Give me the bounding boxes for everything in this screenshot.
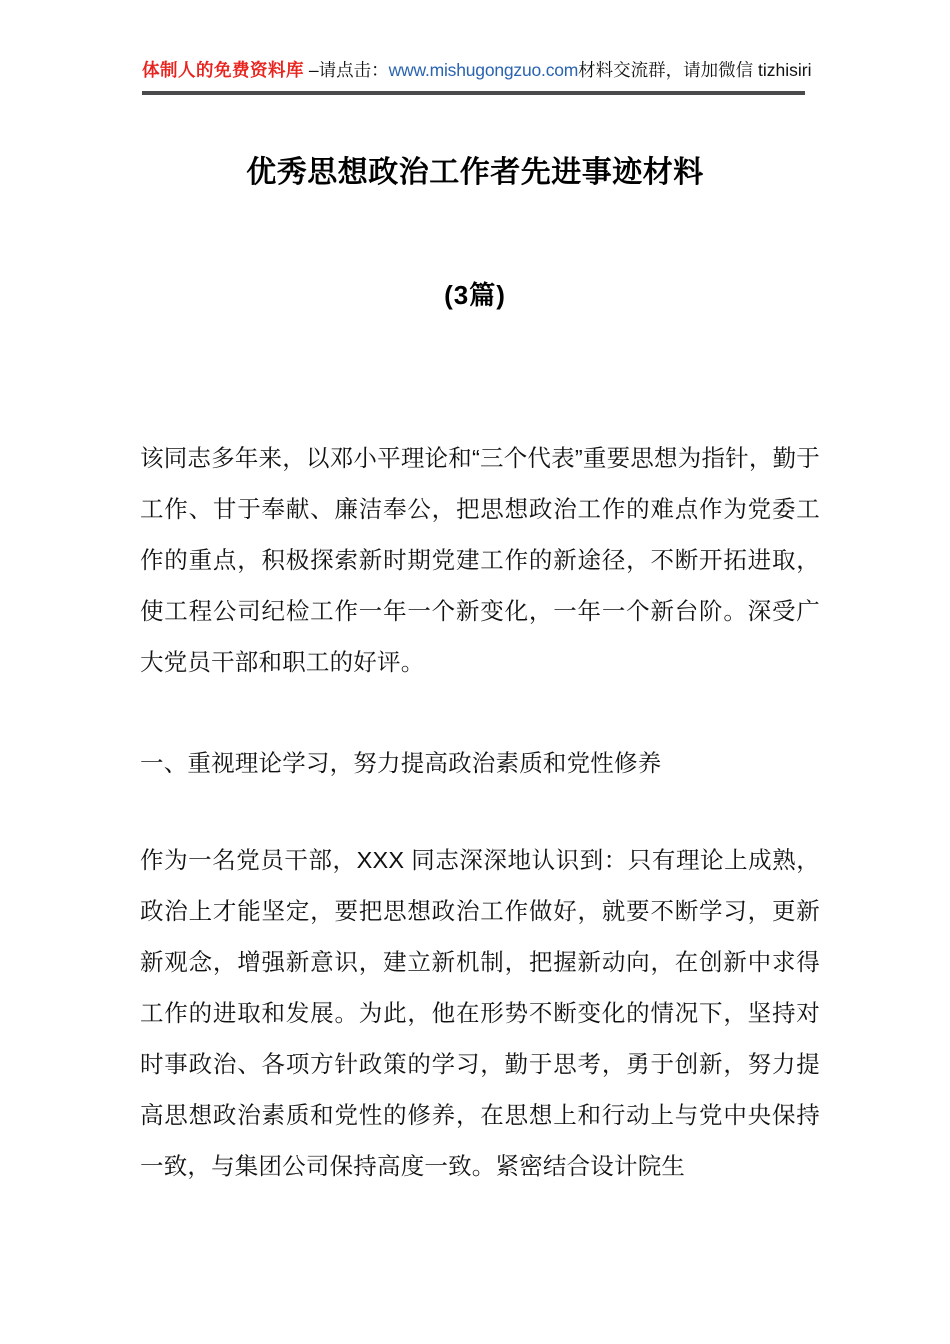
- header-divider-rule: [142, 91, 805, 95]
- paragraph-text: 该同志多年来，以邓小平理论和“三个代表”重要思想为指针，勤于工作、甘于奉献、廉洁奉公，把思想政治工作的难点作为党委工作的重点，积极探索新时期党建工作的新途径，不断开拓进取，使工程公司纪检工作一年一个新变化，一年一个新台阶。深受广大党员干部和职工的好评。: [140, 445, 820, 675]
- section-heading-text: 一、重视理论学习，努力提高政治素质和党性修养: [140, 750, 662, 776]
- watermark-site-url[interactable]: www.mishugongzuo.com: [388, 60, 579, 80]
- site-watermark-header: [142, 56, 812, 84]
- watermark-text-line: [142, 56, 812, 84]
- page-title: 优秀思想政治工作者先进事迹材料: [246, 156, 704, 189]
- section-heading-one: [140, 738, 820, 789]
- watermark-contact-text: 材料交流群，请加微信 tizhisiri: [578, 60, 812, 80]
- watermark-brand-text: 体制人的免费资料库: [142, 60, 304, 80]
- watermark-click-prompt: –请点击：: [304, 60, 389, 80]
- body-paragraph-section-one: [140, 835, 820, 1192]
- page-subtitle-count: (3篇): [444, 280, 506, 310]
- paragraph-text: 作为一名党员干部，XXX 同志深深地认识到：只有理论上成熟，政治上才能坚定，要把思想政治工作做好，就要不断学习，更新新观念，增强新意识，建立新机制，把握新动向，在创新中求得工作的进取和发展。为此，他在形势不断变化的情况下，坚持对时事政治、各项方针政策的学习，勤于思考，勇于创新，努力提高思想政治素质和党性的修养，在思想上和行动上与党中央保持一致，与集团公司保持高度一致。紧密结合设计院生: [140, 847, 820, 1179]
- body-paragraph-intro: [140, 433, 820, 688]
